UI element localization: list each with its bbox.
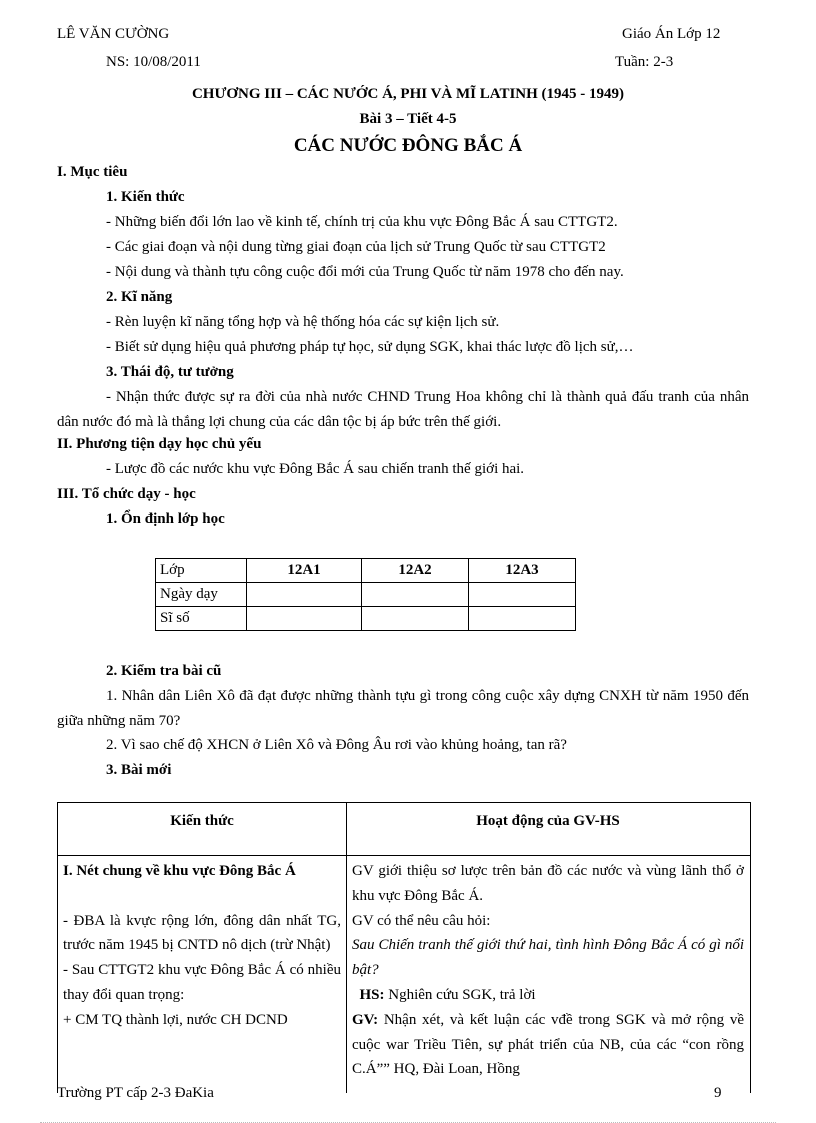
- table-cell: [362, 583, 469, 607]
- attendance-table: [155, 558, 576, 631]
- table-row: [156, 607, 576, 631]
- student-label: HS:: [359, 986, 385, 1003]
- skills-item: - Rèn luyện kĩ năng tổng hợp và hệ thống hóa các sự kiện lịch sử.: [106, 314, 500, 330]
- attitude-text: - Nhận thức được sự ra đời của nhà nước CHND Trung Hoa không chỉ là thành quả đấu tranh của nhân dân nước đó mà là thắng lợi chung của các dân tộc bị áp bức trên thế giới.: [57, 389, 749, 430]
- teacher-label: GV:: [352, 1011, 379, 1028]
- table-row-label: Sĩ số: [156, 607, 247, 631]
- compose-date: NS: 10/08/2011: [106, 54, 201, 70]
- review-heading: 2. Kiểm tra bài cũ: [106, 663, 222, 679]
- activity-column-header: Hoạt động của GV-HS: [476, 813, 620, 829]
- knowledge-paragraph: - Sau CTTGT2 khu vực Đông Bắc Á có nhiều thay đổi quan trọng:: [63, 962, 341, 1003]
- skills-item: - Biết sử dụng hiệu quả phương pháp tự học, sử dụng SGK, khai thác lược đồ lịch sử,…: [106, 339, 634, 355]
- table-row: [156, 559, 576, 583]
- knowledge-column: [63, 859, 341, 1033]
- activity-paragraph: GV giới thiệu sơ lược trên bản đồ các nước và vùng lãnh thổ ở khu vực Đông Bắc Á.: [352, 863, 744, 904]
- knowledge-column-header: Kiến thức: [170, 813, 234, 829]
- author-name: LÊ VĂN CƯỜNG: [57, 26, 170, 42]
- knowledge-item: - Những biến đổi lớn lao về kinh tế, chính trị của khu vực Đông Bắc Á sau CTTGT2.: [106, 214, 618, 230]
- week-label: Tuần: 2-3: [615, 54, 674, 70]
- school-name: Trường PT cấp 2-3 ĐaKia: [57, 1085, 214, 1101]
- activity-column: [352, 859, 744, 1082]
- document-type: Giáo Án Lớp 12: [622, 26, 721, 42]
- objectives-heading: I. Mục tiêu: [57, 164, 128, 180]
- teacher-activity: Nhận xét, và kết luận các vđề trong SGK và mở rộng về cuộc war Triều Tiên, sự phát triển của NB, của các “con rồng C.Á”” HQ, Đài Loan, Hồng: [352, 1011, 744, 1078]
- activity-paragraph: [352, 1008, 744, 1082]
- lesson-title: CÁC NƯỚC ĐÔNG BẮC Á: [293, 135, 523, 156]
- table-cell: [362, 607, 469, 631]
- review-question: 1. Nhân dân Liên Xô đã đạt được những thành tựu gì trong công cuộc xây dựng CNXH từ năm 1950 đến giữa những năm 70?: [57, 688, 749, 729]
- class-stabilize-heading: 1. Ổn định lớp học: [106, 511, 225, 527]
- table-header-cell: 12A2: [362, 559, 469, 583]
- table-cell: [247, 607, 362, 631]
- table-row-label: Ngày dạy: [156, 583, 247, 607]
- organization-heading: III. Tổ chức dạy - học: [57, 486, 196, 502]
- knowledge-heading: 1. Kiến thức: [106, 189, 185, 205]
- table-header-cell: 12A1: [247, 559, 362, 583]
- means-item: - Lược đồ các nước khu vực Đông Bắc Á sau chiến tranh thế giới hai.: [106, 461, 525, 477]
- knowledge-item: - Nội dung và thành tựu công cuộc đổi mới của Trung Quốc từ năm 1978 cho đến nay.: [106, 264, 624, 280]
- lesson-table: [57, 802, 751, 1093]
- new-lesson-heading: 3. Bài mới: [106, 762, 172, 778]
- activity-paragraph: GV có thể nêu câu hỏi:: [352, 912, 491, 929]
- knowledge-item: - Các giai đoạn và nội dung từng giai đoạn của lịch sử Trung Quốc từ sau CTTGT2: [106, 239, 606, 255]
- section-title: I. Nét chung về khu vực Đông Bắc Á: [63, 863, 296, 879]
- knowledge-paragraph: + CM TQ thành lợi, nước CH DCND: [63, 1011, 288, 1028]
- activity-paragraph: [352, 983, 744, 1008]
- skills-heading: 2. Kĩ năng: [106, 289, 173, 305]
- review-question: 2. Vì sao chế độ XHCN ở Liên Xô và Đông Âu rơi vào khủng hoảng, tan rã?: [106, 737, 567, 753]
- column-divider: [346, 803, 347, 1093]
- table-header-cell: 12A3: [469, 559, 576, 583]
- lesson-code: Bài 3 – Tiết 4-5: [359, 111, 457, 127]
- table-cell: [469, 583, 576, 607]
- activity-question: Sau Chiến tranh thế giới thứ hai, tình hình Đông Bắc Á có gì nổi bật?: [352, 937, 744, 979]
- chapter-title: CHƯƠNG III – CÁC NƯỚC Á, PHI VÀ MĨ LATINH (1945 - 1949): [191, 86, 625, 102]
- attitude-heading: 3. Thái độ, tư tưởng: [106, 364, 234, 380]
- table-header-cell: Lớp: [156, 559, 247, 583]
- page-number: 9: [714, 1085, 722, 1101]
- means-heading: II. Phương tiện dạy học chủ yếu: [57, 436, 262, 452]
- table-cell: [247, 583, 362, 607]
- header-divider: [58, 855, 750, 856]
- table-row: [156, 583, 576, 607]
- table-cell: [469, 607, 576, 631]
- knowledge-paragraph: - ĐBA là kvực rộng lớn, đông dân nhất TG, trước năm 1945 bị CNTD nô dịch (trừ Nhật): [63, 912, 341, 954]
- student-activity: Nghiên cứu SGK, trả lời: [384, 986, 536, 1003]
